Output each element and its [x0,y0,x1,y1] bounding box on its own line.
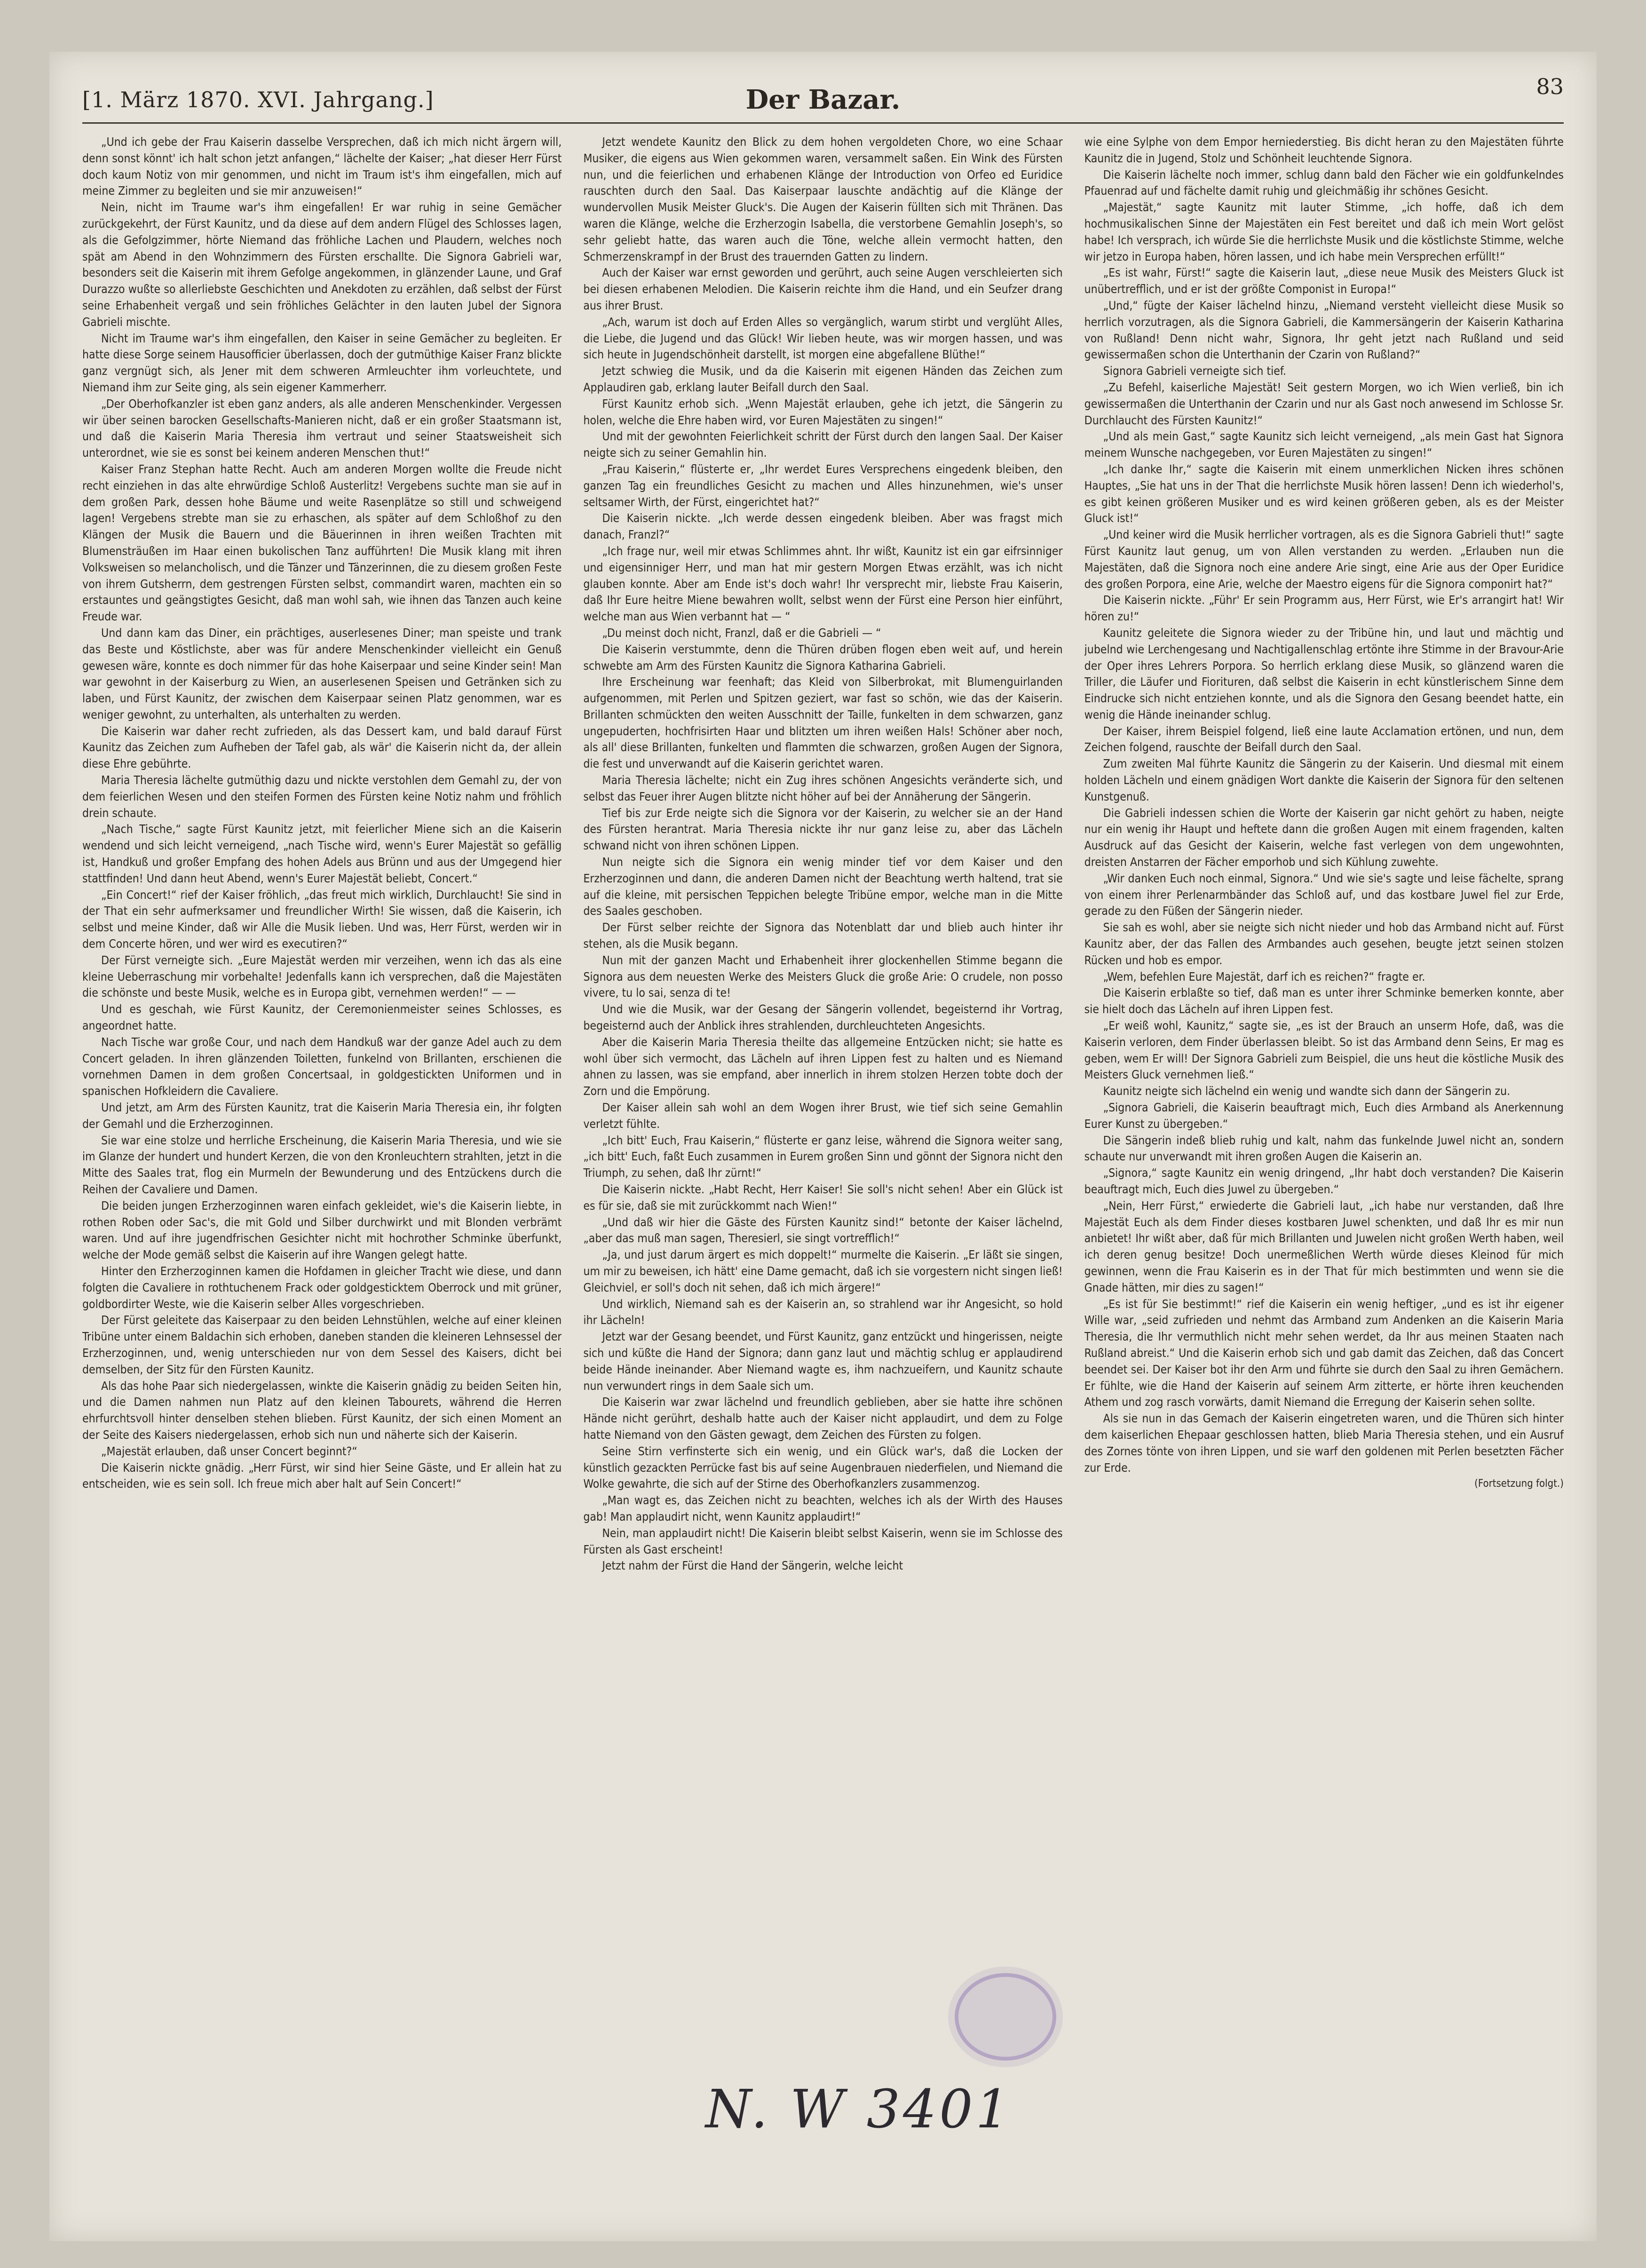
paragraph: Die Kaiserin war zwar lächelnd und freundlich geblieben, aber sie hatte ihre schönen Hände nicht gerührt, deshalb hatte auch der Kaiser nicht applaudirt, und dem zu Folge hatte Niemand von den Gästen gewagt, dem Zeichen des Fürsten zu folgen. [583,1395,1063,1442]
paragraph: Der Fürst selber reichte der Signora das Notenblatt dar und blieb auch hinter ihr stehen, als die Musik begann. [583,920,1063,951]
paragraph: „Majestät,“ sagte Kaunitz mit lauter Stimme, „ich hoffe, daß ich dem hochmusikalischen Sinne der Majestäten ein Fest bereitet und daß ich mein Wort gelöst habe! Ich versprach, ich würde Sie die herrlichste Musik und die köstlichste Stimme, welche wir jetzo in Europa haben, hören lassen, und ich habe mein Versprechen erfüllt!“ [1084,200,1564,263]
paragraph: Sie war eine stolze und herrliche Erscheinung, die Kaiserin Maria Theresia, und wie sie im Glanze der hundert und hundert Kerzen, die von den Kronleuchtern strahlten, jetzt in die Mitte des Saales trat, flog ein Murmeln der Bewunderung und des Entzückens durch die Reihen der Cavaliere und Damen. [82,1133,562,1196]
paragraph: Die Kaiserin nickte. „Führ' Er sein Programm aus, Herr Fürst, wie Er's arrangirt hat! Wir hören zu!“ [1084,593,1564,624]
paragraph: „Ja, und just darum ärgert es mich doppelt!“ murmelte die Kaiserin. „Er läßt sie singen, um mir zu beweisen, ich hätt' eine Dame gemacht, daß ich sie vorgestern nicht singen ließ! Gleichviel, er soll's doch nit sehen, daß ich mich ärgere!“ [583,1248,1063,1294]
paragraph: Maria Theresia lächelte; nicht ein Zug ihres schönen Angesichts veränderte sich, und selbst das Feuer ihrer Augen blitzte nicht höher auf bei der Annäherung der Sängerin. [583,773,1063,803]
handwritten-inventory-number: N. W 3401 [705,2079,1012,2140]
paragraph: Die Kaiserin lächelte noch immer, schlug dann bald den Fächer wie ein goldfunkelndes Pfauenrad auf und fächelte damit ruhig und gleichmäßig ihr schönes Gesicht. [1084,167,1564,198]
paragraph: „Ich danke Ihr,“ sagte die Kaiserin mit einem unmerklichen Nicken ihres schönen Hauptes, „Sie hat uns in der That die herrlichste Musik hören lassen! Denn ich wiederhol's, es gibt keinen größeren Musiker und es wird keinen größeren geben, als es der Meister Gluck ist!“ [1084,462,1564,525]
paragraph: Und es geschah, wie Fürst Kaunitz, der Ceremonienmeister seines Schlosses, es angeordnet hatte. [82,1002,562,1033]
paragraph: „Und keiner wird die Musik herrlicher vortragen, als es die Signora Gabrieli thut!“ sagte Fürst Kaunitz laut genug, um von Allen verstanden zu werden. „Erlauben nun die Majestäten, daß die Signora noch eine andere Arie singt, eine Arie aus der Oper Euridice des großen Porpora, eine Arie, welche der Maestro eigens für die Signora componirt hat?“ [1084,528,1564,591]
paragraph: „Und daß wir hier die Gäste des Fürsten Kaunitz sind!“ betonte der Kaiser lächelnd, „aber das muß man sagen, Theresierl, sie singt vortrefflich!“ [583,1215,1063,1245]
paragraph: „Ein Concert!“ rief der Kaiser fröhlich, „das freut mich wirklich, Durchlaucht! Sie sind in der That ein sehr aufmerksamer und freundlicher Wirth! Sie wissen, daß die Kaiserin, ich selbst und meine Kinder, daß wir Alle die Musik lieben. Und was, Herr Fürst, werden wir in dem Concerte hören, und wer wird es executiren?“ [82,888,562,951]
paragraph: „Wem, befehlen Eure Majestät, darf ich es reichen?“ fragte er. [1103,969,1425,983]
paragraph: „Und ich gebe der Frau Kaiserin dasselbe Versprechen, daß ich mich nicht ärgern will, denn sonst könnt' ich halt schon jetzt anfangen,“ lächelte der Kaiser; „hat dieser Herr Fürst doch kaum Notiz von mir genommen, und nicht im Traum ist's ihm eingefallen, mich auf meine Zimmer zu begleiten und sie mir anzuweisen!“ [82,135,562,198]
paragraph: „Der Oberhofkanzler ist eben ganz anders, als alle anderen Menschenkinder. Vergessen wir über seinen barocken Gesellschafts-Manieren nicht, daß er ein großer Staatsmann ist, und daß die Kaiserin Maria Theresia ihm vertraut und seiner Staatsweisheit sich unterordnet, wie sie es sonst bei keinem anderen Menschen thut!“ [82,397,562,460]
paragraph: „Zu Befehl, kaiserliche Majestät! Seit gestern Morgen, wo ich Wien verließ, bin ich gewissermaßen die Unterthanin der Czarin und nur als Gast noch anwesend im Schlosse Sr. Durchlaucht des Fürsten Kaunitz!“ [1084,380,1564,427]
paragraph: Und wirklich, Niemand sah es der Kaiserin an, so strahlend war ihr Angesicht, so hold ihr Lächeln! [583,1297,1063,1327]
paragraph: Nein, man applaudirt nicht! Die Kaiserin bleibt selbst Kaiserin, wenn sie im Schlosse des Fürsten als Gast erscheint! [583,1526,1063,1556]
paragraph: „Ich bitt' Euch, Frau Kaiserin,“ flüsterte er ganz leise, während die Signora weiter sang, „ich bitt' Euch, faßt Euch zusammen in Eurem großen Sinn und gönnt der Signora nicht den Triumph, zu sehen, daß Ihr zürnt!“ [583,1133,1063,1180]
paragraph: Die Kaiserin nickte gnädig. „Herr Fürst, wir sind hier Seine Gäste, und Er allein hat zu entscheiden, wie es sein soll. Ich freue mich aber halt auf Sein Concert!“ [82,1460,562,1491]
paragraph: Maria Theresia lächelte gutmüthig dazu und nickte verstohlen dem Gemahl zu, der von dem feierlichen Wesen und den steifen Formen des Fürsten keine Notiz nahm und fröhlich drein schaute. [82,773,562,820]
newspaper-page [49,52,1597,2241]
paragraph: Jetzt wendete Kaunitz den Blick zu dem hohen vergoldeten Chore, wo eine Schaar Musiker, die eigens aus Wien gekommen waren, versammelt saßen. Ein Wink des Fürsten nun, und die feierlichen und erhabenen Klänge der Introduction von Orfeo ed Euridice rauschten durch den Saal. Das Kaiserpaar lauschte andächtig auf die Klänge der wundervollen Musik Meister Gluck's. Die Augen der Kaiserin füllten sich mit Thränen. Das waren die Klänge, welche die Erzherzogin Isabella, die verstorbene Gemahlin Joseph's, so sehr geliebt hatte, das waren auch die Töne, welche allein vermocht hatten, den Schmerzenskrampf in der Brust des trauernden Gatten zu lindern. [583,135,1063,263]
paragraph: „Er weiß wohl, Kaunitz,“ sagte sie, „es ist der Brauch an unserm Hofe, daß, was die Kaiserin verloren, dem Finder überlassen bleibt. So ist das Armband denn Seins, Er mag es geben, wem Er will! Der Signora Gabrieli zum Beispiel, die uns heut die köstliche Musik des Meisters Gluck vernehmen ließ.“ [1084,1019,1564,1082]
page-number: 83 [1536,74,1564,99]
paragraph: Die Kaiserin verstummte, denn die Thüren drüben flogen eben weit auf, und herein schwebte am Arm des Fürsten Kaunitz die Signora Katharina Gabrieli. [583,642,1063,673]
paragraph: Der Fürst verneigte sich. „Eure Majestät werden mir verzeihen, wenn ich das als eine kleine Ueberraschung mir vorbehalte! Jedenfalls kann ich versprechen, daß die Majestäten die schönste und beste Musik, welche es in Europa gibt, vernehmen werden!“ — — [82,953,562,1000]
column-2 [583,134,1062,2114]
paragraph: „Wir danken Euch noch einmal, Signora.“ Und wie sie's sagte und leise fächelte, sprang von einem ihrer Perlenarmbänder das Schloß auf, und das kostbare Juwel fiel zur Erde, gerade zu den Füßen der Sängerin nieder. [1084,871,1564,918]
paragraph: Und jetzt, am Arm des Fürsten Kaunitz, trat die Kaiserin Maria Theresia ein, ihr folgten der Gemahl und die Erzherzoginnen. [82,1101,562,1131]
paragraph: „Und,“ fügte der Kaiser lächelnd hinzu, „Niemand versteht vielleicht diese Musik so herrlich vorzutragen, als die Signora Gabrieli, die Kammersängerin der Kaiserin Katharina von Rußland! Denn nicht wahr, Signora, Ihr geht jetzt nach Rußland und seid gewissermaßen schon die Unterthanin der Czarin von Rußland?“ [1084,298,1564,362]
paragraph: Tief bis zur Erde neigte sich die Signora vor der Kaiserin, zu welcher sie an der Hand des Fürsten herantrat. Maria Theresia nickte ihr nur ganz leise zu, aber das Lächeln schwand nicht von ihren schönen Lippen. [583,806,1063,853]
paragraph: Jetzt nahm der Fürst die Hand der Sängerin, welche leicht [602,1559,903,1573]
continuation-note: (Fortsetzung folgt.) [1474,1478,1564,1490]
paragraph: Ihre Erscheinung war feenhaft; das Kleid von Silberbrokat, mit Blumenguirlanden aufgenommen, mit Perlen und Spitzen geziert, war fast so schön, wie das der Kaiserin. Brillanten schmückten den weiten Ausschnitt der Taille, funkelten in dem schwarzen, ganz ungepuderten, hochfrisirten Haar und blitzten um ihren weißen Hals! Schöner aber noch, als all' diese Brillanten, funkelten und flammten die schwarzen, großen Augen der Signora, die fest und unverwandt auf die Kaiserin gerichtet waren. [583,675,1063,771]
paragraph: Die Sängerin indeß blieb ruhig und kalt, nahm das funkelnde Juwel nicht an, sondern schaute nur unverwandt mit ihren großen Augen die Kaiserin an. [1084,1133,1564,1164]
column-1 [82,134,562,2114]
paragraph: Signora Gabrieli verneigte sich tief. [1103,364,1286,378]
paragraph: Zum zweiten Mal führte Kaunitz die Sängerin zu der Kaiserin. Und diesmal mit einem holden Lächeln und einem gnädigen Wort dankte die Kaiserin der Signora für den seltenen Kunstgenuß. [1084,757,1564,803]
paragraph: „Es ist wahr, Fürst!“ sagte die Kaiserin laut, „diese neue Musik des Meisters Gluck ist unübertrefflich, und er ist der größte Componist in Europa!“ [1084,266,1564,296]
paragraph: „Majestät erlauben, daß unser Concert beginnt?“ [101,1444,357,1458]
issue-date: [1. März 1870. XVI. Jahrgang.] [82,87,434,112]
library-stamp [955,1973,1056,2061]
paragraph: „Signora,“ sagte Kaunitz ein wenig dringend, „Ihr habt doch verstanden? Die Kaiserin beauftragt mich, Euch dies Juwel zu übergeben.“ [1084,1166,1564,1196]
paragraph: Nach Tische war große Cour, und nach dem Handkuß war der ganze Adel auch zu dem Concert geladen. In ihren glänzenden Toiletten, funkelnd von Brillanten, erschienen die vornehmen Damen in dem großen Concertsaal, in goldgestickten Uniformen und in spanischen Hofkleidern die Cavaliere. [82,1035,562,1098]
paragraph: Als das hohe Paar sich niedergelassen, winkte die Kaiserin gnädig zu beiden Seiten hin, und die Damen nahmen nun Platz auf den kleinen Tabourets, während die Herren ehrfurchtsvoll hinter denselben stehen blieben. Fürst Kaunitz, der sich einen Moment an der Seite des Kaisers niedergelassen, erhob sich nun und näherte sich der Kaiserin. [82,1379,562,1442]
paragraph: „Man wagt es, das Zeichen nicht zu beachten, welches ich als der Wirth des Hauses gab! Man applaudirt nicht, wenn Kaunitz applaudirt!“ [583,1493,1063,1523]
paragraph: Sie sah es wohl, aber sie neigte sich nicht nieder und hob das Armband nicht auf. Fürst Kaunitz aber, der das Fallen des Armbandes auch gesehen, beugte jetzt seinen stolzen Rücken und hob es empor. [1084,920,1564,967]
paragraph: Die Kaiserin war daher recht zufrieden, als das Dessert kam, und bald darauf Fürst Kaunitz das Zeichen zum Aufheben der Tafel gab, als wär' die Kaiserin nicht da, der allein diese Ehre gebührte. [82,724,562,771]
paragraph: Als sie nun in das Gemach der Kaiserin eingetreten waren, und die Thüren sich hinter dem kaiserlichen Ehepaar geschlossen hatten, blieb Maria Theresia stehen, und ein Ausruf des Zornes tönte von ihren Lippen, und sie warf den goldenen mit Perlen besetzten Fächer zur Erde. [1084,1412,1564,1475]
paragraph: „Signora Gabrieli, die Kaiserin beauftragt mich, Euch dies Armband als Anerkennung Eurer Kunst zu übergeben.“ [1084,1101,1564,1131]
paragraph: Der Kaiser allein sah wohl an dem Wogen ihrer Brust, wie tief sich seine Gemahlin verletzt fühlte. [583,1101,1063,1131]
masthead-title: Der Bazar. [745,84,901,115]
paragraph: Jetzt war der Gesang beendet, und Fürst Kaunitz, ganz entzückt und hingerissen, neigte sich und küßte die Hand der Signora; dann ganz laut und mächtig schlug er applaudirend beide Hände ineinander. Aber Niemand wagte es, ihm nachzueifern, und Kaunitz schaute nun verwundert rings in dem Saale sich um. [583,1330,1063,1393]
paragraph: wie eine Sylphe von dem Empor herniederstieg. Bis dicht heran zu den Majestäten führte Kaunitz die in Jugend, Stolz und Schönheit leuchtende Signora. [1084,135,1564,165]
paragraph: Nicht im Traume war's ihm eingefallen, den Kaiser in seine Gemächer zu begleiten. Er hatte diese Sorge seinem Hausofficier überlassen, doch der gutmüthige Kaiser Franz blickte ganz vergnügt sich, als Jener mit dem schweren Armleuchter ihm vorleuchtete, und Niemand ihm zur Seite ging, als sein eigener Kammerherr. [82,331,562,394]
paragraph: Die Kaiserin erblaßte so tief, daß man es unter ihrer Schminke bemerken konnte, aber sie hielt doch das Lächeln auf ihren Lippen fest. [1084,986,1564,1016]
paragraph: „Du meinst doch nicht, Franzl, daß er die Gabrieli — “ [602,626,881,640]
paragraph: Hinter den Erzherzoginnen kamen die Hofdamen in gleicher Tracht wie diese, und dann folgten die Cavaliere in rothtuchenem Frack oder goldgesticktem Oberrock und mit grüner, goldbordirter Weste, wie die Kaiserin selber Alles vorgeschrieben. [82,1264,562,1311]
paragraph: „Ich frage nur, weil mir etwas Schlimmes ahnt. Ihr wißt, Kaunitz ist ein gar eifrsinniger und eigensinniger Herr, und man hat mir gestern Morgen Etwas erzählt, was ich nicht glauben konnte. Aber am Ende ist's doch wahr! Ihr versprecht mir, liebste Frau Kaiserin, daß Ihr Eure heitre Miene bewahren wollt, selbst wenn der Fürst eine Person hier einführt, welche man aus Wien verbannt hat — “ [583,544,1063,624]
paragraph: Nun neigte sich die Signora ein wenig minder tief vor dem Kaiser und den Erzherzoginnen und dann, die anderen Damen nicht der Beachtung werth haltend, trat sie auf die kleine, mit persischen Teppichen belegte Tribüne empor, welche man in die Mitte des Saales geschoben. [583,855,1063,918]
paragraph: Seine Stirn verfinsterte sich ein wenig, und ein Glück war's, daß die Locken der künstlich gezackten Perrücke fast bis auf seine Augenbrauen niederfielen, und Niemand die Wolke gewahrte, die sich auf der Stirne des Oberhofkanzlers zusammenzog. [583,1444,1063,1491]
paragraph: „Nein, Herr Fürst,“ erwiederte die Gabrieli laut, „ich habe nur verstanden, daß Ihre Majestät Euch als dem Finder dieses kostbaren Juwel schenkten, und daß Ihr es mir nun anbietet! Ihr wißt aber, daß für mich Brillanten und Juwelen nicht großen Werth haben, weil ich deren genug besitze! Doch unermeßlichen Werth würde dieses Kleinod für mich gewinnen, wenn die Frau Kaiserin es in der That für mich bestimmten und wenn sie die Gnade hätten, mir dies zu sagen!“ [1084,1198,1564,1294]
paragraph: „Nach Tische,“ sagte Fürst Kaunitz jetzt, mit feierlicher Miene sich an die Kaiserin wendend und sich leicht verneigend, „nach Tische wird, wenn's Eurer Majestät so gefällig ist, Handkuß und großer Empfang des hohen Adels aus Brünn und aus der Umgegend hier stattfinden! Und dann heut Abend, wenn's Eurer Majestät beliebt, Concert.“ [82,822,562,885]
paragraph: „Es ist für Sie bestimmt!“ rief die Kaiserin ein wenig heftiger, „und es ist ihr eigener Wille war, „seid zufrieden und nehmt das Armband zum Andenken an die Kaiserin Maria Theresia, die Ihr vermuthlich nicht mehr sehen werdet, da Ihr aus meinen Staaten nach Rußland abreist.“ Und die Kaiserin erhob sich und gab damit das Zeichen, daß das Concert beendet sei. Der Kaiser bot ihr den Arm und führte sie durch den Saal zu ihren Gemächern. Er fühlte, wie die Hand der Kaiserin auf seinem Arm zitterte, er hörte ihren keuchenden Athem und zog rasch vorwärts, damit Niemand die Erregung der Kaiserin sehen sollte. [1084,1297,1564,1409]
paragraph: Die beiden jungen Erzherzoginnen waren einfach gekleidet, wie's die Kaiserin liebte, in rothen Roben oder Sac's, die mit Gold und Silber durchwirkt und mit Blonden verbrämt waren. Und auf ihre jugendfrischen Gesichter nicht mit hochrother Schminke überfunkt, welche der Mode gemäß selbst die Kaiserin auf ihre Wangen gelegt hatte. [82,1198,562,1262]
paragraph: Der Fürst geleitete das Kaiserpaar zu den beiden Lehnstühlen, welche auf einer kleinen Tribüne unter einem Baldachin sich erhoben, daneben standen die kleineren Lehnsessel der Erzherzoginnen, und, wenig unterschieden nur von dem Sessel des Kaisers, dicht bei demselben, der Sitz für den Fürsten Kaunitz. [82,1313,562,1376]
paragraph: Und mit der gewohnten Feierlichkeit schritt der Fürst durch den langen Saal. Der Kaiser neigte sich zu seiner Gemahlin hin. [583,429,1063,460]
paragraph: Die Gabrieli indessen schien die Worte der Kaiserin gar nicht gehört zu haben, neigte nur ein wenig ihr Haupt und heftete dann die großen Augen mit einem fragenden, kalten Ausdruck auf das Gesicht der Kaiserin, welche fast verlegen von dem ungewohnten, dreisten Anstarren der Fächer emporhob und sich Kühlung zuwehte. [1084,806,1564,869]
paragraph: Aber die Kaiserin Maria Theresia theilte das allgemeine Entzücken nicht; sie hatte es wohl über sich vermocht, das Lächeln auf ihren Lippen fest zu halten und es Niemand ahnen zu lassen, was sie empfand, aber innerlich in ihrem stolzen Herzen tobte doch der Zorn und die Empörung. [583,1035,1063,1098]
paragraph: Kaiser Franz Stephan hatte Recht. Auch am anderen Morgen wollte die Freude nicht recht einziehen in das alte ehrwürdige Schloß Austerlitz! Vergebens suchte man sie auf in dem großen Park, dessen hohe Bäume und weite Rasenplätze so still und schweigend lagen! Vergebens strebte man sie zu erhaschen, als später auf dem Schloßhof zu den Klängen der Musik die Bauern und die Bäuerinnen in ihren weißen Trachten mit Blumensträußen im Haar einen bukolischen Tanz aufführten! Die Musik klang mit ihren Volksweisen so melancholisch, und die Tänzer und Tänzerinnen, die zu diesem großen Feste von ihrem Gutsherrn, dem gestrengen Fürsten selbst, commandirt waren, machten ein so erstauntes und geängstigtes Gesicht, daß man wohl sah, wie ihnen das Tanzen auch keine Freude war. [82,462,562,624]
paragraph: Nein, nicht im Traume war's ihm eingefallen! Er war ruhig in seine Gemächer zurückgekehrt, der Fürst Kaunitz, und da diese auf dem andern Flügel des Schlosses lagen, als die Gefolgzimmer, hörte Niemand das fröhliche Lachen und Plaudern, welches noch spät am Abend in den Wohnzimmern des Fürsten erschallte. Die Signora Gabrieli war, besonders seit die Kaiserin mit ihrem Gefolge angekommen, in glänzender Laune, und Graf Durazzo wußte so allerliebste Geschichten und Anekdoten zu erzählen, daß selbst der Fürst seine Erhabenheit vergaß und sein fröhliches Gelächter in den lauten Jubel der Signora Gabrieli mischte. [82,200,562,329]
paragraph: Die Kaiserin nickte. „Ich werde dessen eingedenk bleiben. Aber was fragst mich danach, Franzl?“ [583,511,1063,542]
paragraph: Jetzt schwieg die Musik, und da die Kaiserin mit eigenen Händen das Zeichen zum Applaudiren gab, erklang lauter Beifall durch den Saal. [583,364,1063,394]
page-header [82,74,1564,124]
column-3 [1084,134,1564,2114]
paragraph: „Ach, warum ist doch auf Erden Alles so vergänglich, warum stirbt und verglüht Alles, die Liebe, die Jugend und das Glück! Wir lieben heute, was wir morgen hassen, und was sich heute in Jugendschönheit darstellt, ist morgen eine abgefallene Blüthe!“ [583,315,1063,362]
paragraph: Auch der Kaiser war ernst geworden und gerührt, auch seine Augen verschleierten sich bei diesen erhabenen Melodien. Die Kaiserin reichte ihm die Hand, und ein Seufzer drang aus ihrer Brust. [583,266,1063,312]
paragraph: Und dann kam das Diner, ein prächtiges, auserlesenes Diner; man speiste und trank das Beste und Köstlichste, aber was für andere Menschenkinder vielleicht ein Genuß gewesen wäre, konnte es doch nimmer für das hohe Kaiserpaar und seine Kinder sein! Man war gewohnt in der Kaiserburg zu Wien, an auserlesenen Speisen und Getränken sich zu laben, und Fürst Kaunitz, der zwischen dem Kaiserpaar seinen Platz genommen, war es weniger gewohnt, zu unterhalten, als unterhalten zu werden. [82,626,562,722]
paragraph: „Frau Kaiserin,“ flüsterte er, „Ihr werdet Eures Versprechens eingedenk bleiben, den ganzen Tag ein freundliches Gesicht zu machen und Alles hinzunehmen, wie's unser seltsamer Wirth, der Fürst, eingerichtet hat?“ [583,462,1063,509]
paragraph: Nun mit der ganzen Macht und Erhabenheit ihrer glockenhellen Stimme begann die Signora aus dem neuesten Werke des Meisters Gluck die große Arie: O crudele, non posso vivere, tu lo sai, senza di te! [583,953,1063,1000]
paragraph: Die Kaiserin nickte. „Habt Recht, Herr Kaiser! Sie soll's nicht sehen! Aber ein Glück ist es für sie, daß sie mit zurückkommt nach Wien!“ [583,1182,1063,1213]
paragraph: Fürst Kaunitz erhob sich. „Wenn Majestät erlauben, gehe ich jetzt, die Sängerin zu holen, welche die Ehre haben wird, vor Euren Majestäten zu singen!“ [583,397,1063,427]
paragraph: Kaunitz neigte sich lächelnd ein wenig und wandte sich dann der Sängerin zu. [1103,1084,1511,1098]
paragraph: „Und als mein Gast,“ sagte Kaunitz sich leicht verneigend, „als mein Gast hat Signora meinem Wunsche nachgegeben, vor Euren Majestäten zu singen!“ [1084,429,1564,460]
paragraph: Kaunitz geleitete die Signora wieder zu der Tribüne hin, und laut und mächtig und jubelnd wie Lerchengesang und Nachtigallenschlag ertönte ihre Stimme in der Bravour-Arie der Oper ihres Lehrers Porpora. So herrlich erklang diese Musik, so glänzend waren die Triller, die Läufer und Fiorituren, daß selbst die Kaiserin in echt künstlerischem Sinne dem Eindrucke sich nicht entziehen konnte, und als die Signora den Gesang beendet hatte, ein wenig die Hände ineinander schlug. [1084,626,1564,722]
paragraph: Und wie die Musik, war der Gesang der Sängerin vollendet, begeisternd ihr Vortrag, begeisternd auch der Anblick ihres strahlenden, durchleuchteten Angesichts. [583,1002,1063,1033]
text-columns [82,134,1564,2114]
paragraph: Der Kaiser, ihrem Beispiel folgend, ließ eine laute Acclamation ertönen, und nun, dem Zeichen folgend, rauschte der Beifall durch den Saal. [1084,724,1564,754]
